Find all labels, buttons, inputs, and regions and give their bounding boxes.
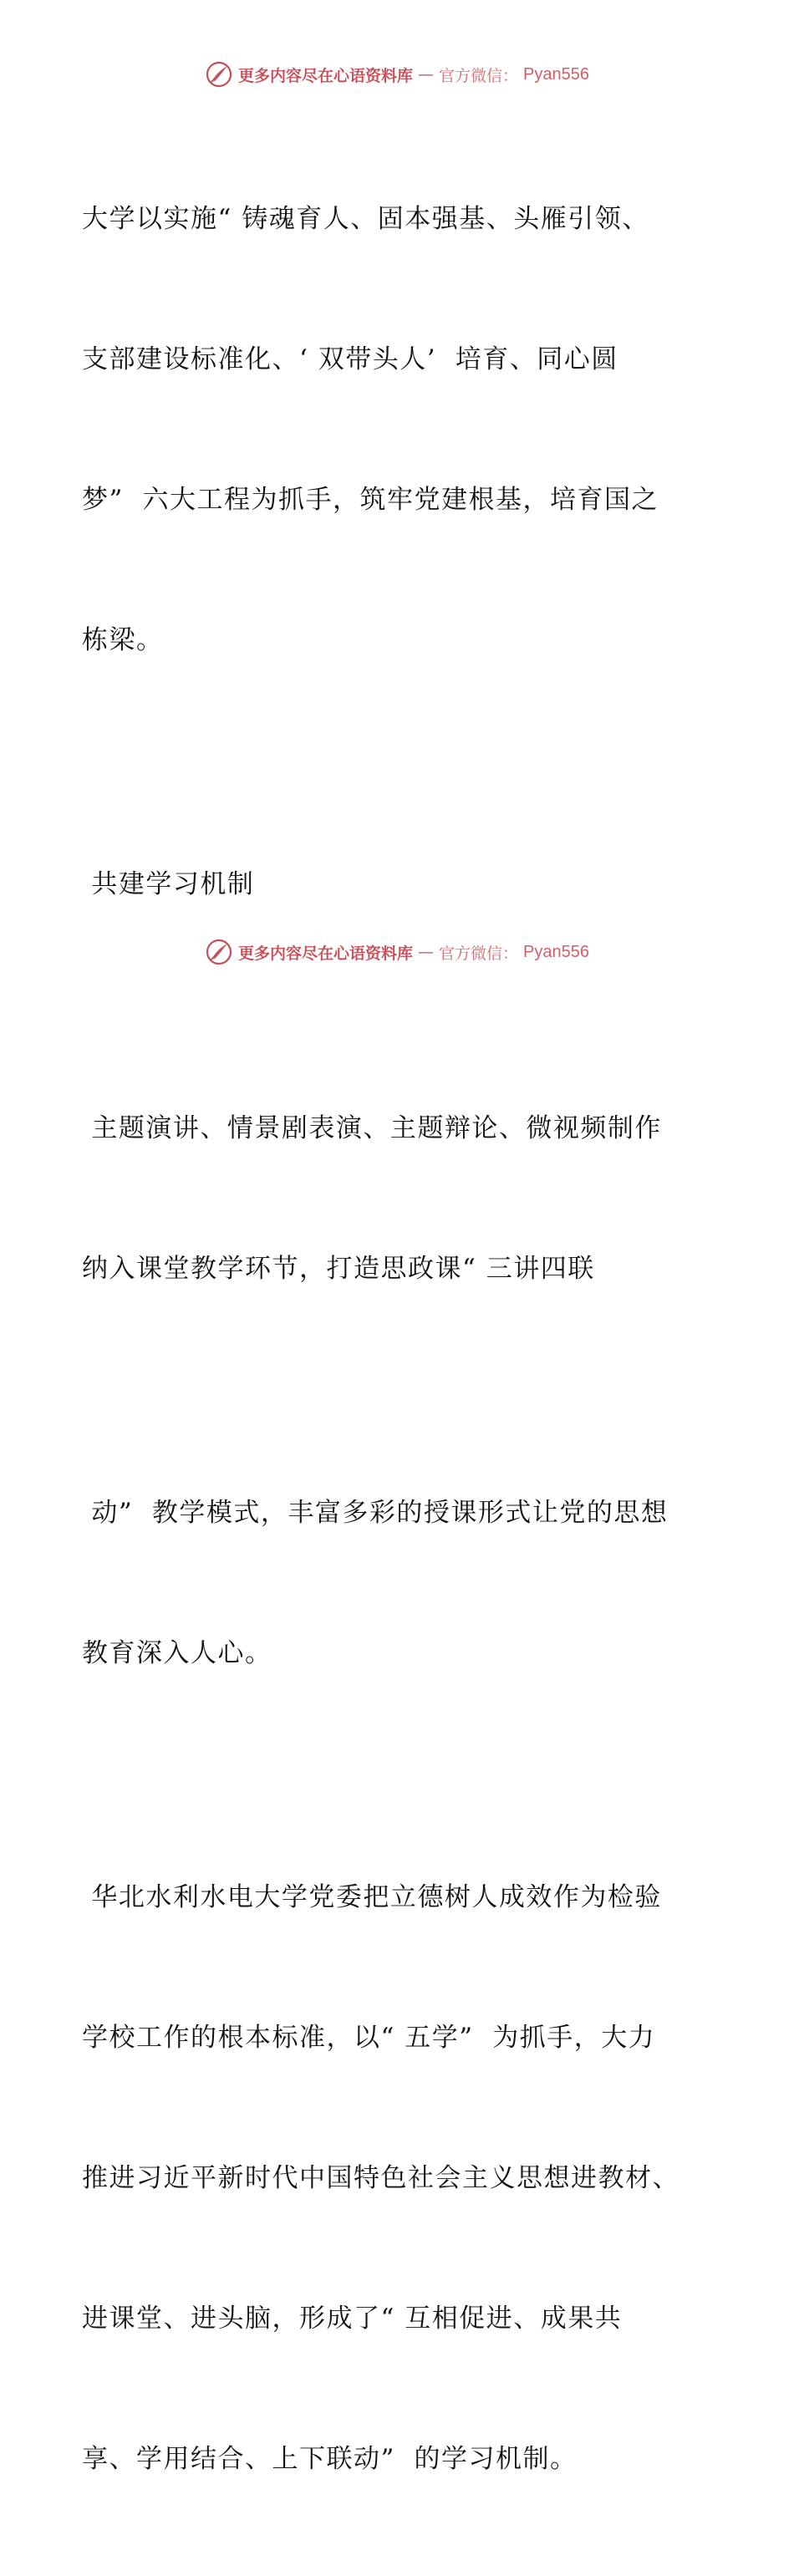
text-line: 大学以实施“ 铸魂育人、固本强基、头雁引领、 — [82, 204, 649, 234]
text-line: 栋梁。 — [82, 625, 164, 655]
watermark-separator: — — [418, 943, 435, 961]
section-heading — [82, 767, 717, 1001]
text-line: 主题演讲、情景剧表演、主题辩论、微视频制作 — [82, 1113, 662, 1143]
text-line: 纳入课堂教学环节，打造思政课“ 三讲四联 — [82, 1254, 595, 1284]
watermark-brand: 更多内容尽在心语资料库 — [238, 944, 414, 963]
quill-logo-icon — [205, 60, 233, 89]
watermark-brand: 更多内容尽在心语资料库 — [238, 66, 414, 85]
header-watermark — [0, 60, 794, 89]
paragraph-1 — [82, 102, 717, 757]
paragraph-3 — [82, 1396, 717, 1770]
document-body — [82, 102, 717, 2576]
text-line: 支部建设标准化、‘ 双带头人’ 培育、同心圆 — [82, 344, 618, 374]
watermark-wechat-label: 官方微信： — [439, 944, 519, 963]
text-line: 进课堂、进头脑，形成了“ 互相促进、成果共 — [82, 2304, 623, 2334]
paragraph-2 — [82, 1011, 717, 1386]
watermark-wechat-id: Pyan556 — [523, 942, 589, 961]
quill-logo-icon — [205, 938, 233, 966]
footer-watermark — [0, 938, 794, 966]
text-line: 推进习近平新时代中国特色社会主义思想进教材、 — [82, 2163, 679, 2193]
text-line: 华北水利水电大学党委把立德树人成效作为检验 — [82, 1882, 662, 1912]
text-line: 享、学用结合、上下联动” 的学习机制。 — [82, 2444, 578, 2474]
text-line: 梦” 六大工程为抓手，筑牢党建根基，培育国之 — [82, 485, 659, 515]
watermark-wechat-label: 官方微信： — [439, 66, 519, 85]
text-line: 共建学习机制 — [82, 869, 255, 899]
text-line: 动” 教学模式，丰富多彩的授课形式让党的思想 — [82, 1498, 669, 1528]
paragraph-4 — [82, 1780, 717, 2576]
watermark-separator: — — [418, 65, 435, 84]
watermark-wechat-id: Pyan556 — [523, 64, 589, 84]
text-line: 学校工作的根本标准，以“ 五学” 为抓手，大力 — [82, 2023, 656, 2053]
text-line: 教育深入人心。 — [82, 1638, 272, 1668]
